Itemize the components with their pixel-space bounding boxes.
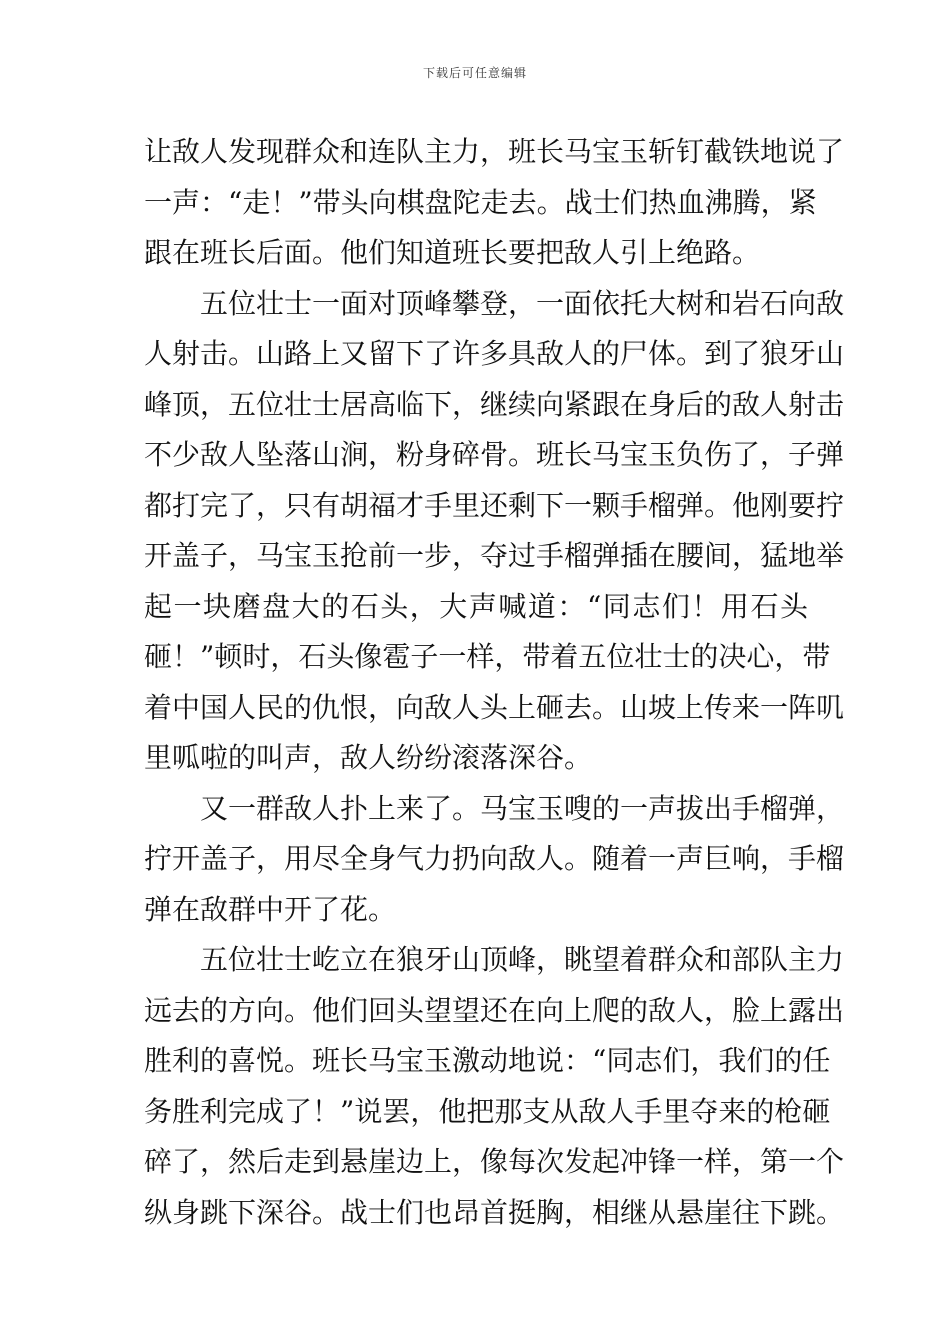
text-line: 让敌人发现群众和连队主力，班长马宝玉斩钉截铁地说了 [144,135,845,168]
text-line: 跟在班长后面。他们知道班长要把敌人引上绝路。 [144,236,761,269]
text-line: 胜利的喜悦。班长马宝玉激动地说：“同志们，我们的任 [144,1044,831,1077]
paragraph-4 [144,935,845,1238]
paragraph-3 [144,784,845,936]
text-line: 远去的方向。他们回头望望还在向上爬的敌人，脸上露出 [144,993,845,1027]
text-line: 拧开盖子，用尽全身气力扔向敌人。随着一声巨响，手榴 [144,842,845,875]
text-line: 五位壮士一面对顶峰攀登，一面依托大树和岩石向敌 [200,286,845,320]
body-text [144,127,845,1238]
text-line: 又一群敌人扑上来了。马宝玉嗖的一声拔出手榴弹， [200,791,845,825]
text-line: 起一块磨盘大的石头，大声喊道：“同志们！用石头 [144,589,808,623]
text-line: 一声：“走！”带头向棋盘陀走去。战士们热血沸腾，紧 [144,185,817,219]
text-line: 务胜利完成了！”说罢，他把那支从敌人手里夺来的枪砸 [144,1094,831,1128]
text-line: 纵身跳下深谷。战士们也昂首挺胸，相继从悬崖往下跳。 [144,1195,845,1229]
paragraph-1 [144,127,845,279]
text-line: 开盖子，马宝玉抢前一步，夺过手榴弹插在腰间，猛地举 [144,539,845,572]
text-line: 着中国人民的仇恨，向敌人头上砸去。山坡上传来一阵叽 [144,690,845,724]
text-line: 砸！”顿时，石头像雹子一样，带着五位壮士的决心，带 [144,640,831,673]
text-line: 里呱啦的叫声，敌人纷纷滚落深谷。 [144,741,593,774]
paragraph-2 [144,279,845,784]
page-header: 下载后可任意编辑 [422,66,527,80]
text-line: 碎了，然后走到悬崖边上，像每次发起冲锋一样，第一个 [144,1145,845,1178]
text-line: 五位壮士屹立在狼牙山顶峰，眺望着群众和部队主力 [200,943,845,976]
text-line: 人射击。山路上又留下了许多具敌人的尸体。到了狼牙山 [144,337,845,370]
text-line: 不少敌人坠落山涧，粉身碎骨。班长马宝玉负伤了，子弹 [144,438,845,471]
text-line: 弹在敌群中开了花。 [144,892,397,926]
text-line: 峰顶，五位壮士居高临下，继续向紧跟在身后的敌人射击 [144,387,845,421]
text-line: 都打完了，只有胡福才手里还剩下一颗手榴弹。他刚要拧 [144,488,845,522]
